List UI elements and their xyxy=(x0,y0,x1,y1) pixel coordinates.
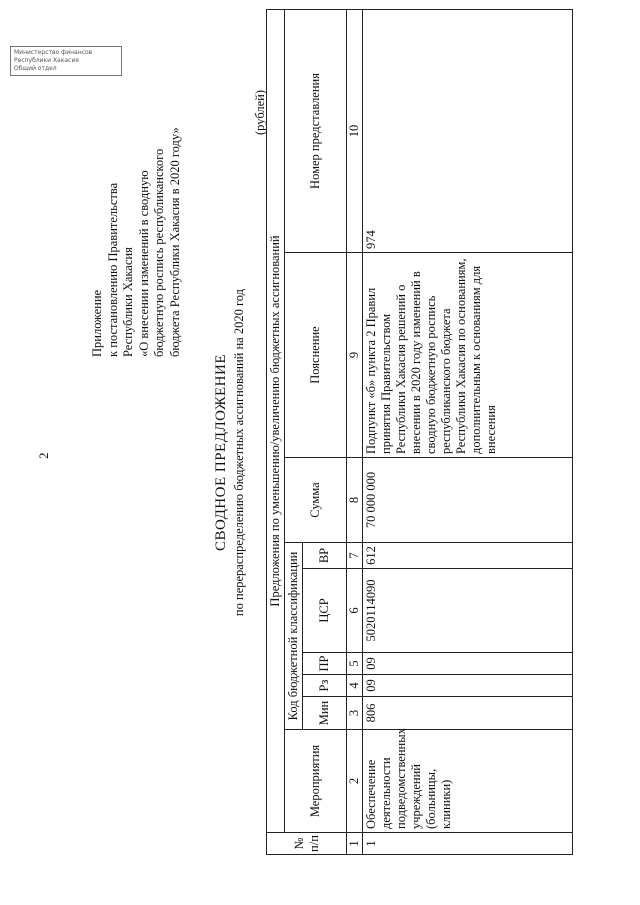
stamp-line: Республики Хакасия xyxy=(14,57,79,64)
table-row xyxy=(363,9,573,854)
row-activity: Обеспечение деятельности подведомственных учреждений (больницы, клиники) xyxy=(363,730,573,833)
budget-table xyxy=(266,9,573,855)
row-num: 1 xyxy=(363,833,573,855)
appendix-line: «О внесении изменений в сводную xyxy=(136,170,151,357)
header-pr: ПР xyxy=(303,653,347,675)
header-submission: Номер представления xyxy=(285,9,347,252)
header-activity: Мероприятия xyxy=(285,730,347,833)
column-number: 4 xyxy=(347,675,363,697)
header-num: № п/п xyxy=(267,833,347,855)
column-number: 3 xyxy=(347,697,363,730)
header-vr: ВР xyxy=(303,543,347,569)
appendix-line: бюджетную роспись республиканского xyxy=(152,148,166,357)
row-vr: 612 xyxy=(363,543,573,569)
row-explanation: Подпункт «б» пункта 2 Правил принятия Правительством Республики Хакасия решений о внесении в 2020 году изменений в сводную бюджетную роспись республиканского бюджета Республики Хакасия по основаниям, дополнительным к основаниям для внесения xyxy=(363,253,573,458)
row-min: 806 xyxy=(363,697,573,730)
appendix-line: бюджета Республики Хакасия в 2020 году» xyxy=(167,127,182,357)
registration-stamp xyxy=(10,46,122,76)
column-number: 9 xyxy=(347,253,363,458)
header-min: Мин xyxy=(303,697,347,730)
stamp-line: Министерство финансов xyxy=(14,49,93,56)
appendix-line: к постановлению Правительства xyxy=(105,182,120,357)
column-number: 2 xyxy=(347,730,363,833)
stamp-line: Общий отдел xyxy=(14,65,57,72)
row-rz: 09 xyxy=(363,675,573,697)
column-number: 5 xyxy=(347,653,363,675)
appendix-line: Приложение xyxy=(90,289,104,357)
row-pr: 09 xyxy=(363,653,573,675)
row-submission: 974 xyxy=(363,9,573,252)
column-number: 6 xyxy=(347,569,363,653)
appendix-line: Республики Хакасия xyxy=(121,247,135,357)
units-label: (рублей) xyxy=(253,89,267,135)
header-rz: Рз xyxy=(303,675,347,697)
document-subtitle: по перераспределению бюджетных ассигнований на 2020 год xyxy=(232,288,246,617)
column-number: 7 xyxy=(347,543,363,569)
row-sum: 70 000 000 xyxy=(363,458,573,543)
page-number: 2 xyxy=(36,452,51,459)
column-number: 10 xyxy=(347,9,363,252)
column-number: 8 xyxy=(347,458,363,543)
header-proposals: Предложения по уменьшению/увеличению бюджетных ассигнований xyxy=(267,9,285,832)
header-explanation: Пояснение xyxy=(285,253,347,458)
row-csr: 5020114090 xyxy=(363,569,573,653)
column-number: 1 xyxy=(347,833,363,855)
header-csr: ЦСР xyxy=(303,569,347,653)
appendix-block xyxy=(90,57,183,357)
header-sum: Сумма xyxy=(285,458,347,543)
header-budget-code: Код бюджетной классификации xyxy=(285,543,303,730)
document-title: СВОДНОЕ ПРЕДЛОЖЕНИЕ xyxy=(213,353,229,552)
